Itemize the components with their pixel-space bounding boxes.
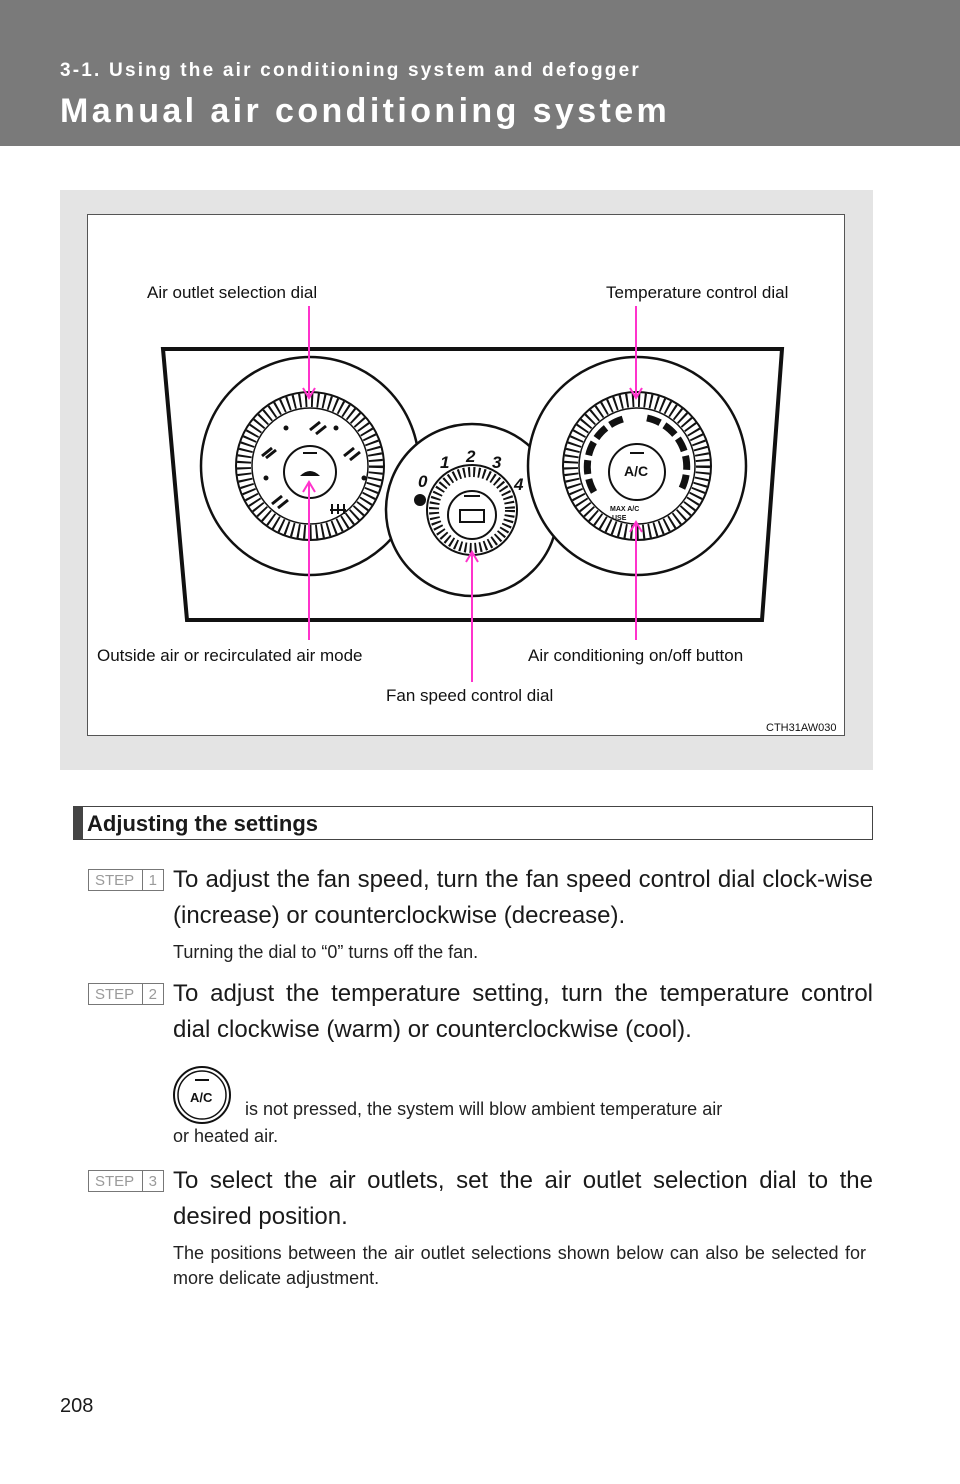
step-number: 3: [142, 1171, 157, 1191]
section-label: 3-1. Using the air conditioning system and defogger: [60, 60, 641, 81]
step-label: STEP: [95, 871, 135, 889]
svg-text:A/C: A/C: [624, 463, 649, 479]
step-1-badge: [88, 869, 164, 891]
page-title: Manual air conditioning system: [60, 92, 671, 130]
step-number: 2: [142, 984, 157, 1004]
callout-ac-button: Air conditioning on/off button: [528, 646, 744, 665]
heading-accent-bar: [74, 807, 83, 839]
svg-text:0: 0: [418, 472, 428, 491]
callout-air-outlet-dial: Air outlet selection dial: [147, 283, 318, 302]
step-2-note-text: is not pressed, the system will blow ambient temperature air: [245, 1099, 723, 1119]
svg-text:A/C: A/C: [190, 1090, 213, 1105]
svg-text:1: 1: [440, 453, 450, 472]
step-1-note: Turning the dial to “0” turns off the fan.: [173, 942, 479, 962]
step-2-text: To adjust the temperature setting, turn the temperature control dial clockwise (warm) or counterclockwise (cool).: [173, 980, 873, 1043]
callout-temperature-dial: Temperature control dial: [606, 283, 789, 302]
step-2-badge: [88, 983, 164, 1005]
section-heading-box: [73, 806, 873, 840]
svg-text:USE: USE: [612, 515, 627, 522]
ac-button-icon: [171, 1064, 233, 1126]
page-number: 208: [60, 1395, 94, 1417]
svg-text:3: 3: [492, 453, 502, 472]
step-label: STEP: [95, 985, 135, 1003]
svg-text:MAX A/C: MAX A/C: [610, 506, 640, 513]
step-2-note-continued: or heated air.: [173, 1126, 279, 1146]
step-number: 1: [142, 870, 157, 890]
svg-text:2: 2: [466, 447, 476, 466]
figure-code: CTH31AW030: [766, 722, 837, 734]
step-3-badge: [88, 1170, 164, 1192]
callout-recirculation-mode: Outside air or recirculated air mode: [97, 646, 363, 665]
step-3-note: The positions between the air outlet selections shown below can also be selected for more delicate adjustment.: [173, 1243, 866, 1288]
step-1-text: To adjust the fan speed, turn the fan speed control dial clock-wise (increase) or counterclockwise (decrease).: [173, 866, 873, 929]
step-label: STEP: [95, 1172, 135, 1190]
callout-fan-dial: Fan speed control dial: [386, 686, 554, 705]
step-3-text: To select the air outlets, set the air outlet selection dial to the desired position.: [173, 1167, 873, 1230]
svg-text:4: 4: [514, 475, 524, 494]
section-heading: Adjusting the settings: [87, 811, 318, 836]
